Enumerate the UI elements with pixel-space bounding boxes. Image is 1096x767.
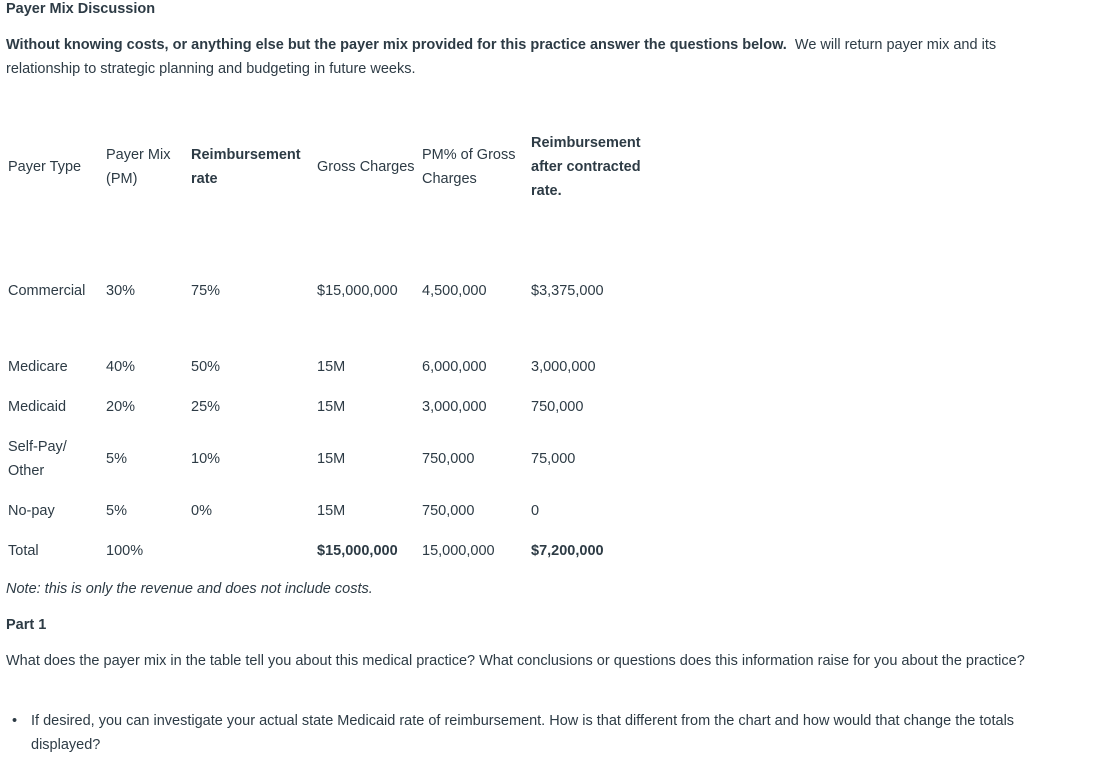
cell-reimb: $3,375,000 — [531, 283, 604, 299]
bullet-list — [12, 709, 1082, 757]
note-text: Note: this is only the revenue and does not include costs. — [6, 581, 373, 597]
part-1-question: What does the payer mix in the table tell you about this medical practice? What conclusions or questions does this information raise for you about the practice? — [6, 653, 1025, 669]
total-payer-mix: 100% — [106, 543, 144, 559]
cell-pm-gross: 750,000 — [422, 503, 475, 519]
header-reimbursement-after: Reimbursement after contracted rate. — [531, 135, 641, 199]
cell-pm-gross: 6,000,000 — [422, 359, 487, 375]
cell-rate: 25% — [191, 399, 221, 415]
list-item-text: If desired, you can investigate your actual state Medicaid rate of reimbursement. How is that different from the chart and how would that change the totals displayed? — [31, 713, 1015, 753]
part-1-heading: Part 1 — [6, 617, 47, 633]
cell-payer-mix: 40% — [106, 359, 136, 375]
intro-bold-text: Without knowing costs, or anything else but the payer mix provided for this practice answer the questions below. — [6, 37, 787, 53]
header-reimbursement-rate: Reimbursement rate — [191, 147, 301, 187]
list-item — [12, 709, 1082, 757]
cell-rate: 50% — [191, 359, 221, 375]
cell-pm-gross: 750,000 — [422, 451, 475, 467]
cell-rate: 0% — [191, 503, 212, 519]
total-pm-gross: 15,000,000 — [422, 543, 495, 559]
total-gross: $15,000,000 — [317, 543, 398, 559]
cell-payer-mix: 20% — [106, 399, 136, 415]
cell-gross: 15M — [317, 451, 346, 467]
cell-gross: $15,000,000 — [317, 283, 398, 299]
bullet-icon: • — [12, 713, 18, 729]
cell-gross: 15M — [317, 359, 346, 375]
intro-paragraph — [6, 33, 1066, 81]
cell-pm-gross: 3,000,000 — [422, 399, 487, 415]
cell-payer-type: Medicaid — [8, 399, 67, 415]
cell-payer-mix: 30% — [106, 283, 136, 299]
total-reimb: $7,200,000 — [531, 543, 604, 559]
cell-pm-gross: 4,500,000 — [422, 283, 487, 299]
total-label: Total — [8, 543, 39, 559]
cell-gross: 15M — [317, 503, 346, 519]
cell-rate: 10% — [191, 451, 221, 467]
header-payer-mix: Payer Mix (PM) — [106, 147, 171, 187]
cell-reimb: 750,000 — [531, 399, 584, 415]
cell-payer-mix: 5% — [106, 451, 127, 467]
cell-gross: 15M — [317, 399, 346, 415]
cell-reimb: 75,000 — [531, 451, 576, 467]
page-title: Payer Mix Discussion — [6, 1, 156, 17]
cell-payer-type: Commercial — [8, 283, 86, 299]
cell-rate: 75% — [191, 283, 221, 299]
cell-reimb: 3,000,000 — [531, 359, 596, 375]
cell-reimb: 0 — [531, 503, 540, 519]
header-gross-charges: Gross Charges — [317, 159, 415, 175]
header-payer-type: Payer Type — [8, 159, 82, 175]
cell-payer-type: Medicare — [8, 359, 68, 375]
cell-payer-type: No-pay — [8, 503, 55, 519]
intro-text: We will return payer mix and its relationship to strategic planning and budgeting in future weeks. — [6, 37, 997, 77]
cell-payer-type: Self-Pay/ Other — [8, 439, 67, 479]
cell-payer-mix: 5% — [106, 503, 127, 519]
header-pm-of-gross: PM% of Gross Charges — [422, 147, 516, 187]
